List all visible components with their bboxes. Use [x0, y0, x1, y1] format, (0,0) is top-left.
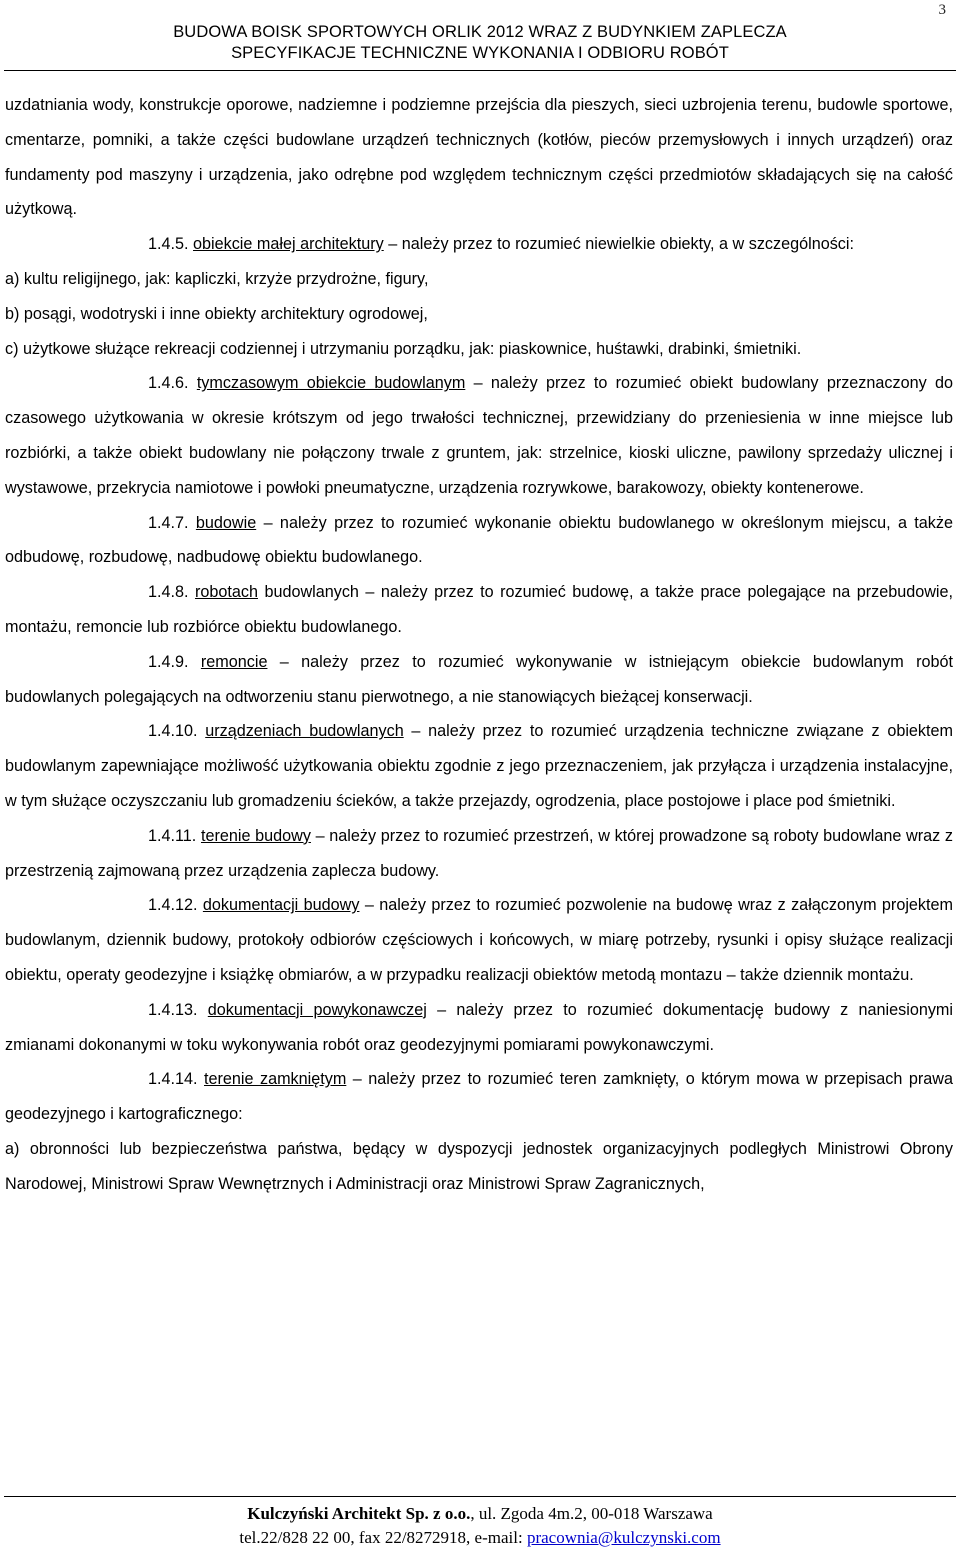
definition-term: obiekcie małej architektury	[193, 235, 384, 254]
definition-term: remoncie	[200, 652, 268, 671]
definition-term: terenie budowy	[200, 826, 311, 845]
definition-term: dokumentacji budowy	[202, 896, 360, 915]
definition-text: – należy przez to rozumieć obiekt budowlany przeznaczony do czasowego użytkowania w okresie krótszym od jego trwałości technicznej, przewidziany do przeniesienia w inne miejsce lub rozbiórki, a także obiekt budowlany nie połączony trwale z gruntem, jak: strzelnice, kioski uliczne, pawilony sprzedaży ulicznej i wystawowe, przekrycia namiotowe i powłoki pneumatyczne, urządzenia rozrywkowe, barakowozy, obiekty kontenerowe.	[5, 374, 953, 497]
definition-text: – należy przez to rozumieć wykonywanie w istniejącym obiekcie budowlanym robót budowlanych polegających na odtworzeniu stanu pierwotnego, a nie stanowiących bieżącej konserwacji.	[5, 652, 953, 706]
definition-1-4-12	[5, 888, 953, 992]
footer-contact-line	[0, 1526, 960, 1550]
definition-1-4-7	[5, 506, 953, 576]
footer-company: Kulczyński Architekt Sp. z o.o.	[247, 1504, 471, 1523]
footer-rule	[4, 1496, 956, 1497]
definition-text: – należy przez to rozumieć niewielkie obiekty, a w szczególności:	[383, 235, 854, 254]
definition-text: – należy przez to rozumieć przestrzeń, w której prowadzone są roboty budowlane wraz z przestrzenią zajmowaną przez urządzenia zaplecza budowy.	[5, 826, 953, 880]
definition-text: budowlanych – należy przez to rozumieć budowę, a także prace polegające na przebudowie, montażu, remoncie lub rozbiórce obiektu budowlanego.	[5, 583, 953, 636]
definition-text: – należy przez to rozumieć dokumentację budowy z naniesionymi zmianami dokonanymi w toku wykonywania robót oraz geodezyjnymi pomiarami powykonawczymi.	[5, 1000, 953, 1054]
definition-term: budowie	[195, 513, 257, 532]
header-title: BUDOWA BOISK SPORTOWYCH ORLIK 2012 WRAZ Z BUDYNKIEM ZAPLECZA	[173, 23, 787, 41]
definition-number: 1.4.13.	[148, 1000, 198, 1019]
definition-number: 1.4.5.	[148, 235, 189, 254]
definition-term: tymczasowym obiekcie budowlanym	[196, 374, 466, 393]
page-number: 3	[938, 2, 946, 18]
definition-1-4-11	[5, 819, 953, 889]
definition-number: 1.4.14.	[148, 1070, 198, 1089]
footer-address-line	[0, 1502, 960, 1526]
header-rule	[4, 70, 956, 71]
header-subtitle: SPECYFIKACJE TECHNICZNE WYKONANIA I ODBIORU ROBÓT	[231, 44, 729, 62]
definition-number: 1.4.12.	[148, 896, 198, 915]
definition-term: terenie zamkniętym	[204, 1070, 347, 1089]
definition-text: – należy przez to rozumieć wykonanie obiektu budowlanego w określonym miejscu, a także odbudowę, rozbudowę, nadbudowę obiektu budowlanego.	[5, 513, 953, 567]
definition-1-4-14	[5, 1062, 953, 1132]
definition-text: – należy przez to rozumieć teren zamknięty, o którym mowa w przepisach prawa geodezyjnego i kartograficznego:	[5, 1070, 953, 1124]
list-item: b) posągi, wodotryski i inne obiekty architektury ogrodowej,	[5, 304, 428, 323]
definition-term: dokumentacji powykonawczej	[207, 1000, 427, 1019]
definition-number: 1.4.11.	[148, 826, 197, 845]
document-body	[5, 88, 953, 1202]
definition-number: 1.4.9.	[148, 652, 189, 671]
paragraph: uzdatniania wody, konstrukcje oporowe, nadziemne i podziemne przejścia dla pieszych, sieci uzbrojenia terenu, budowle sportowe, cmentarze, pomniki, a także części budowlane urządzeń technicznych (kotłów, pieców przemysłowych i innych urządzeń) oraz fundamenty pod maszyny i urządzenia, jako odrębne pod względem technicznym części przedmiotów składających się na całość użytkową.	[5, 96, 953, 219]
definition-number: 1.4.8.	[148, 583, 189, 602]
definition-number: 1.4.10.	[148, 722, 198, 741]
list-item: a) obronności lub bezpieczeństwa państwa, będący w dyspozycji jednostek organizacyjnych podległych Ministrowi Obrony Narodowej, Ministrowi Spraw Wewnętrznych i Administracji oraz Ministrowi Spraw Zagranicznych,	[5, 1139, 953, 1193]
document-footer	[0, 1502, 960, 1550]
definition-text: – należy przez to rozumieć pozwolenie na budowę wraz z załączonym projektem budowlanym, dziennik budowy, protokoły odbiorów częściowych i końcowych, w miarę potrzeby, rysunki i opisy służące realizacji obiektu, operaty geodezyjne i książkę obmiarów, a w przypadku realizacji obiektów metodą montazu – także dziennik montażu.	[5, 896, 954, 984]
footer-address: , ul. Zgoda 4m.2, 00-018 Warszawa	[470, 1504, 713, 1523]
definition-term: urządzeniach budowlanych	[205, 722, 404, 741]
definition-term: robotach	[194, 583, 258, 602]
definition-1-4-10	[5, 714, 953, 818]
definition-1-4-6	[5, 366, 953, 505]
definition-number: 1.4.6.	[148, 374, 189, 393]
list-item: a) kultu religijnego, jak: kapliczki, krzyże przydrożne, figury,	[5, 269, 429, 288]
email-link[interactable]: pracownia@kulczynski.com	[526, 1528, 721, 1547]
definition-1-4-5	[5, 227, 953, 262]
definition-number: 1.4.7.	[148, 513, 189, 532]
list-item: c) użytkowe służące rekreacji codziennej i utrzymaniu porządku, jak: piaskownice, huśtawki, drabinki, śmietniki.	[5, 339, 802, 358]
definition-text: – należy przez to rozumieć urządzenia techniczne związane z obiektem budowlanym zapewniające możliwość użytkowania obiektu zgodnie z jego przeznaczeniem, jak przyłącza i urządzenia instalacyjne, w tym służące oczyszczaniu lub gromadzeniu ścieków, a także przejazdy, ogrodzenia, place postojowe i place pod śmietniki.	[5, 722, 954, 810]
document-header	[0, 22, 960, 64]
definition-1-4-9	[5, 645, 953, 715]
definition-1-4-13	[5, 993, 953, 1063]
definition-1-4-8	[5, 575, 953, 645]
footer-contact: tel.22/828 22 00, fax 22/8272918, e-mail:	[239, 1528, 527, 1547]
